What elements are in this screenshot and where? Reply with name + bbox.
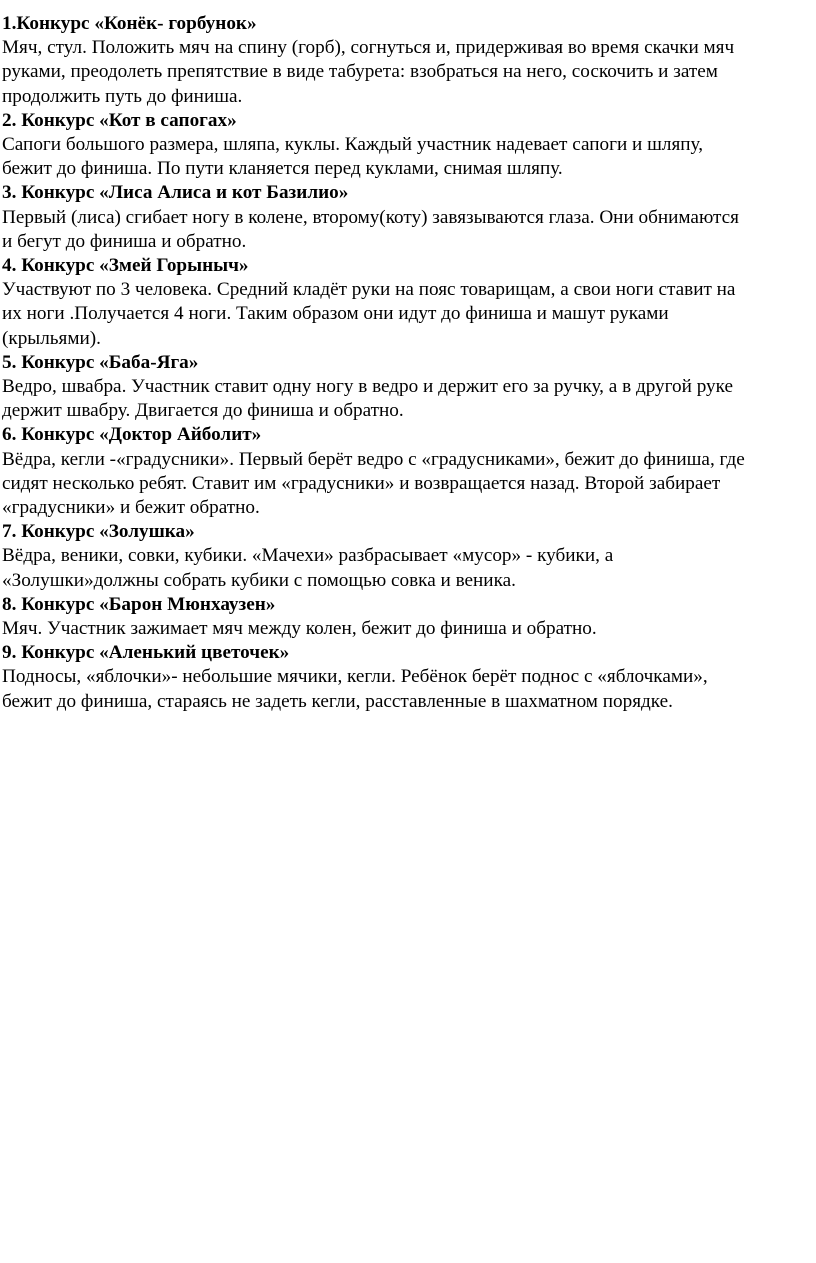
body-line: Сапоги большого размера, шляпа, куклы. Каждый участник надевает сапоги и шляпу, [2, 134, 704, 156]
section-body [2, 206, 814, 254]
body-line: Первый (лиса) сгибает ногу в колене, второму(коту) завязываются глаза. Они обнимаются [2, 206, 739, 228]
body-line: Мяч. Участник зажимает мяч между колен, бежит до финиша и обратно. [2, 618, 597, 640]
body-line: бежит до финиша. По пути кланяется перед куклами, снимая шляпу. [2, 158, 563, 180]
section-title: 9. Конкурс «Аленький цветочек» [2, 642, 290, 664]
section-title: 7. Конкурс «Золушка» [2, 521, 195, 543]
section-body [2, 448, 814, 521]
section-body [2, 36, 814, 109]
section-title: 3. Конкурс «Лиса Алиса и кот Базилио» [2, 182, 349, 204]
body-line: Ведро, швабра. Участник ставит одну ногу в ведро и держит его за ручку, а в другой руке [2, 376, 733, 398]
contest-section-3 [2, 181, 814, 254]
body-line: (крыльями). [2, 327, 101, 349]
section-body [2, 133, 814, 181]
body-line: Вёдра, кегли -«градусники». Первый берёт ведро с «градусниками», бежит до финиша, где [2, 448, 745, 470]
section-body [2, 544, 814, 592]
section-body [2, 375, 814, 423]
body-line: их ноги .Получается 4 ноги. Таким образом они идут до финиша и машут руками [2, 303, 669, 325]
body-line: Подносы, «яблочки»- небольшие мячики, кегли. Ребёнок берёт поднос с «яблочками», [2, 666, 708, 688]
body-line: руками, преодолеть препятствие в виде табурета: взобраться на него, соскочить и затем [2, 61, 718, 83]
body-line: «градусники» и бежит обратно. [2, 497, 260, 519]
section-body [2, 278, 814, 351]
contest-section-7 [2, 520, 814, 593]
body-line: бежит до финиша, стараясь не задеть кегли, расставленные в шахматном порядке. [2, 690, 673, 712]
body-line: сидят несколько ребят. Ставит им «градусники» и возвращается назад. Второй забирает [2, 472, 721, 494]
contest-section-1 [2, 12, 814, 109]
section-body [2, 665, 814, 713]
contest-section-5 [2, 351, 814, 424]
section-title: 5. Конкурс «Баба-Яга» [2, 351, 199, 373]
body-line: продолжить путь до финиша. [2, 85, 243, 107]
section-body [2, 617, 814, 641]
body-line: Вёдра, веники, совки, кубики. «Мачехи» разбрасывает «мусор» - кубики, а [2, 545, 614, 567]
section-title: 6. Конкурс «Доктор Айболит» [2, 424, 262, 446]
body-line: и бегут до финиша и обратно. [2, 230, 247, 252]
contest-section-4 [2, 254, 814, 351]
section-title: 4. Конкурс «Змей Горыныч» [2, 255, 249, 277]
section-title: 8. Конкурс «Барон Мюнхаузен» [2, 593, 276, 615]
document-content [2, 12, 814, 714]
contest-section-9 [2, 641, 814, 714]
section-title: 1.Конкурс «Конёк- горбунок» [2, 13, 257, 34]
body-line: Мяч, стул. Положить мяч на спину (горб), согнуться и, придерживая во время скачки мяч [2, 37, 735, 59]
section-title: 2. Конкурс «Кот в сапогах» [2, 109, 237, 131]
contest-section-2 [2, 109, 814, 182]
body-line: Участвуют по 3 человека. Средний кладёт руки на пояс товарищам, а свои ноги ставит на [2, 279, 736, 301]
body-line: «Золушки»должны собрать кубики с помощью совка и веника. [2, 569, 516, 591]
body-line: держит швабру. Двигается до финиша и обратно. [2, 400, 404, 422]
contest-section-8 [2, 593, 814, 641]
contest-section-6 [2, 423, 814, 520]
